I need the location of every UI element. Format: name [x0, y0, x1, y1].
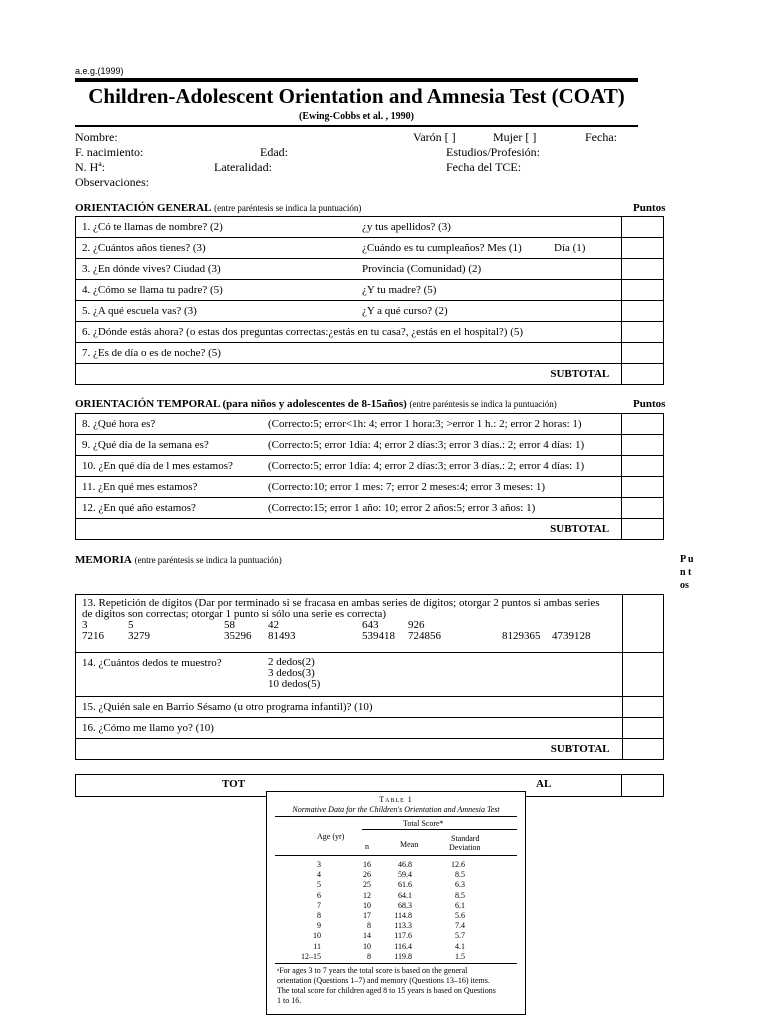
header-bottom-rule	[75, 125, 638, 127]
temporal-q12-score[interactable]	[622, 498, 664, 519]
q14-option-2: 2 dedos(2)	[268, 656, 315, 668]
norm-age-cell: 9	[317, 921, 321, 931]
q9-scoring: (Correcto:5; error 1día: 4; error 2 días:3; error 3 días.: 2; error 4 días: 1)	[268, 439, 585, 451]
norm-n-cell: 14	[363, 931, 371, 941]
q1b-text: ¿y tus apellidos? (3)	[362, 221, 451, 233]
digit-58: 58	[224, 619, 235, 631]
norm-n-cell: 25	[363, 880, 371, 890]
digit-643: 643	[362, 619, 379, 631]
general-q1-score[interactable]	[622, 217, 664, 238]
q11-scoring: (Correcto:10; error 1 mes: 7; error 2 meses:4; error 3 meses: 1)	[268, 481, 546, 493]
temporal-row-10	[76, 456, 664, 477]
temporal-q10	[76, 456, 622, 477]
q8-scoring: (Correcto:5; error<1h: 4; error 1 hora:3; >error 1 h.: 2; error 2 horas: 1)	[268, 418, 582, 430]
temporal-row-12	[76, 498, 664, 519]
general-puntos-header: Puntos	[633, 202, 666, 214]
norm-age-cell: 7	[317, 900, 321, 910]
norm-n-cell: 12	[363, 890, 371, 900]
norm-sd-cell: 8.5	[455, 890, 465, 900]
fecha-tce-label[interactable]: Fecha del TCE:	[446, 160, 522, 174]
memoria-q13-score[interactable]	[622, 595, 663, 653]
page-subtitle: (Ewing-Cobbs et al. , 1990)	[298, 111, 414, 122]
q14-option-3: 3 dedos(3)	[268, 667, 315, 679]
temporal-table	[75, 413, 664, 540]
digit-3279: 3279	[128, 630, 150, 642]
temporal-heading	[75, 398, 557, 410]
q2-text: 2. ¿Cuántos años tienes? (3)	[82, 242, 206, 254]
general-q4	[76, 280, 622, 301]
temporal-subtotal-score[interactable]	[622, 519, 664, 540]
nh-label[interactable]: N. Hª:	[75, 160, 105, 174]
digit-539418: 539418	[362, 630, 395, 642]
norm-mean-cell: 113.3	[394, 921, 412, 931]
temporal-q9-score[interactable]	[622, 435, 664, 456]
general-row-7	[76, 343, 664, 364]
norm-rule-sub	[362, 829, 517, 830]
memoria-heading-text: MEMORIA	[75, 554, 132, 566]
memoria-row-15	[76, 697, 664, 718]
norm-sd-cell: 1.5	[455, 951, 465, 961]
normative-data-table	[266, 791, 526, 1015]
norm-mean-cell: 114.8	[394, 911, 412, 920]
total-score[interactable]	[622, 775, 664, 797]
memoria-row-14	[76, 653, 664, 697]
norm-footnote-line2: orientation (Questions 1–7) and memory (Questions 13–16) items.	[277, 976, 490, 985]
norm-col-sd1: Standard	[451, 834, 480, 843]
general-q5	[76, 301, 622, 322]
general-table	[75, 216, 664, 385]
total-label-right: AL	[536, 778, 552, 790]
norm-footnote-line4: 1 to 16.	[277, 996, 302, 1005]
q2b-text: ¿Cuándo es tu cumpleaños? Mes (1)	[362, 242, 522, 254]
norm-sd-cell: 5.6	[455, 911, 465, 920]
digit-81493: 81493	[268, 630, 296, 642]
memoria-row-13	[76, 595, 664, 653]
norm-mean-cell: 46.8	[398, 860, 412, 869]
general-row-6	[76, 322, 664, 343]
norm-mean-cell: 117.6	[394, 931, 412, 941]
temporal-row-11	[76, 477, 664, 498]
norm-age-cell: 6	[317, 890, 321, 900]
memoria-subtotal-row	[76, 739, 664, 760]
q4b-text: ¿Y tu madre? (5)	[362, 284, 437, 296]
q13-line2: de dígitos son correctas; otorgar 1 punto si sólo una serie es correcta)	[82, 608, 387, 620]
varon-checkbox[interactable]: Varón [ ]	[413, 130, 456, 144]
q13-line1: 13. Repetición de dígitos (Dar por terminado si se fracasa en ambas series de dígitos; otorgar 2 puntos si ambas series	[82, 597, 600, 609]
general-row-5	[76, 301, 664, 322]
general-subtotal-score[interactable]	[622, 364, 664, 385]
norm-age-cell: 5	[317, 880, 321, 890]
q11-text: 11. ¿En qué mes estamos?	[82, 481, 198, 493]
norm-table-label: Table 1	[379, 795, 413, 804]
norm-n-cell: 10	[363, 900, 371, 910]
digit-7216: 7216	[82, 630, 104, 642]
q5b-text: ¿Y a qué curso? (2)	[362, 305, 448, 317]
norm-sd-cell: 12.6	[451, 860, 465, 869]
total-label-left: TOT	[222, 778, 246, 790]
temporal-q8	[76, 414, 622, 435]
memoria-q16-score[interactable]	[622, 718, 663, 739]
q4-text: 4. ¿Cómo se llama tu padre? (5)	[82, 284, 223, 296]
puntos-line-1: P u	[680, 554, 694, 565]
temporal-row-8	[76, 414, 664, 435]
puntos-line-3: os	[680, 580, 689, 591]
general-q5-score[interactable]	[622, 301, 664, 322]
digits-row-2	[82, 631, 616, 642]
digit-4739128: 4739128	[552, 630, 591, 642]
norm-mean-cell: 68.3	[398, 900, 412, 910]
norm-age-cell: 11	[313, 941, 321, 951]
q12-text: 12. ¿En qué año estamos?	[82, 502, 196, 514]
norm-rule-header	[275, 855, 517, 856]
q12-scoring: (Correcto:15; error 1 año: 10; error 2 años:5; error 3 años: 1)	[268, 502, 536, 514]
general-q6: 6. ¿Dónde estás ahora? (o estas dos preguntas correctas:¿estás en tu casa?, ¿estás en el hospital?) (5)	[76, 322, 622, 343]
q14-options	[268, 657, 320, 690]
q1-text: 1. ¿Có te llamas de nombre? (2)	[82, 221, 223, 233]
general-note: (entre paréntesis se indica la puntuación)	[214, 203, 362, 213]
memoria-q14	[76, 653, 623, 697]
norm-age-cell: 3	[317, 860, 321, 869]
memoria-subtotal-score[interactable]	[622, 739, 663, 760]
temporal-q11	[76, 477, 622, 498]
temporal-q9	[76, 435, 622, 456]
general-row-2	[76, 238, 664, 259]
memoria-puntos-header	[680, 553, 694, 592]
memoria-q16: 16. ¿Cómo me llamo yo? (10)	[76, 718, 623, 739]
norm-age-cell: 4	[317, 870, 321, 880]
q2c-text: Día (1)	[554, 242, 586, 254]
general-q4-score[interactable]	[622, 280, 664, 301]
general-heading	[75, 202, 361, 214]
norm-mean-cell: 119.8	[394, 951, 412, 961]
norm-col-total: Total Score*	[403, 819, 444, 828]
general-q6-score[interactable]	[622, 322, 664, 343]
top-rule	[75, 78, 638, 82]
document-code: a.e.g.(1999)	[75, 66, 124, 76]
norm-mean-cell: 64.1	[398, 890, 412, 900]
q14-text: 14. ¿Cuántos dedos te muestro?	[82, 657, 222, 669]
norm-col-age: Age (yr)	[317, 832, 345, 841]
norm-table-caption: Normative Data for the Children's Orientation and Amnesia Test	[292, 805, 500, 814]
digit-5: 5	[128, 619, 134, 631]
norm-n-cell: 8	[367, 921, 371, 931]
memoria-q13	[76, 595, 623, 653]
norm-rule-bottom	[275, 963, 517, 964]
edad-label[interactable]: Edad:	[260, 145, 288, 159]
norm-mean-cell: 61.6	[398, 880, 412, 890]
observaciones-label[interactable]: Observaciones:	[75, 175, 149, 189]
norm-mean-cell: 116.4	[394, 941, 412, 951]
norm-age-cell: 8	[317, 911, 321, 920]
memoria-q15-score[interactable]	[622, 697, 663, 718]
temporal-heading-text: ORIENTACIÓN TEMPORAL (para niños y adolescentes de 8-15años)	[75, 398, 407, 410]
temporal-row-9	[76, 435, 664, 456]
norm-col-n: n	[365, 842, 369, 851]
general-row-4	[76, 280, 664, 301]
norm-col-mean: Mean	[400, 840, 419, 849]
memoria-table	[75, 594, 664, 760]
q3b-text: Provincia (Comunidad) (2)	[362, 263, 482, 275]
mujer-checkbox[interactable]: Mujer [ ]	[493, 130, 537, 144]
q10-scoring: (Correcto:5; error 1día: 4; error 2 días:3; error 3 días.: 2; error 4 días: 1)	[268, 460, 585, 472]
norm-rule-top	[275, 816, 517, 817]
norm-sd-cell: 6.1	[455, 900, 465, 910]
norm-age-cell: 10	[313, 931, 321, 941]
temporal-q10-score[interactable]	[622, 456, 664, 477]
general-q7-score[interactable]	[622, 343, 664, 364]
digit-724856: 724856	[408, 630, 441, 642]
norm-footnote-line1: ᵃFor ages 3 to 7 years the total score is based on the general	[277, 966, 468, 975]
temporal-q8-score[interactable]	[622, 414, 664, 435]
norm-mean-cell: 59.4	[398, 870, 412, 880]
norm-n-cell: 8	[367, 951, 371, 961]
norm-footnote-line3: The total score for children aged 8 to 15 years is based on Questions	[277, 986, 496, 995]
q8-text: 8. ¿Qué hora es?	[82, 418, 156, 430]
digit-35296: 35296	[224, 630, 252, 642]
norm-age-cell: 12–15	[301, 951, 321, 961]
estudios-label[interactable]: Estudios/Profesión:	[446, 145, 541, 159]
norm-n-cell: 17	[363, 911, 371, 920]
puntos-line-2: n t	[680, 567, 692, 578]
q10-text: 10. ¿En qué día de l mes estamos?	[82, 460, 233, 472]
digit-8129365: 8129365	[502, 630, 541, 642]
general-row-1	[76, 217, 664, 238]
q5-text: 5. ¿A qué escuela vas? (3)	[82, 305, 197, 317]
temporal-subtotal-label: SUBTOTAL	[76, 519, 622, 540]
page-title: Children-Adolescent Orientation and Amnesia Test (COAT)	[88, 84, 625, 108]
general-q7: 7. ¿Es de día o es de noche? (5)	[76, 343, 622, 364]
general-row-3	[76, 259, 664, 280]
norm-col-sd2: Deviation	[449, 843, 481, 852]
norm-footnote	[277, 966, 496, 1006]
general-q3-score[interactable]	[622, 259, 664, 280]
temporal-q12	[76, 498, 622, 519]
memoria-subtotal-label: SUBTOTAL	[76, 739, 623, 760]
nombre-label[interactable]: Nombre:	[75, 130, 118, 144]
norm-n-cell: 26	[363, 870, 371, 880]
memoria-row-16	[76, 718, 664, 739]
temporal-puntos-header: Puntos	[633, 398, 666, 410]
lateralidad-label[interactable]: Lateralidad:	[214, 160, 272, 174]
digit-926: 926	[408, 619, 425, 631]
norm-sd-cell: 4.1	[455, 941, 465, 951]
general-subtotal-row	[76, 364, 664, 385]
general-q1	[76, 217, 622, 238]
temporal-subtotal-row	[76, 519, 664, 540]
norm-sd-cell: 5.7	[455, 931, 465, 941]
general-q2-score[interactable]	[622, 238, 664, 259]
nacimiento-label[interactable]: F. nacimiento:	[75, 145, 144, 159]
q9-text: 9. ¿Qué día de la semana es?	[82, 439, 209, 451]
norm-sd-cell: 7.4	[455, 921, 465, 931]
general-subtotal-label: SUBTOTAL	[76, 364, 622, 385]
q14-option-10: 10 dedos(5)	[268, 678, 321, 690]
general-q3	[76, 259, 622, 280]
general-q2	[76, 238, 622, 259]
norm-n-cell: 10	[363, 941, 371, 951]
q3-text: 3. ¿En dónde vives? Ciudad (3)	[82, 263, 221, 275]
temporal-q11-score[interactable]	[622, 477, 664, 498]
norm-sd-cell: 8.5	[455, 870, 465, 880]
memoria-q15: 15. ¿Quién sale en Barrio Sésamo (u otro programa infantil)? (10)	[76, 697, 623, 718]
norm-sd-cell: 6.3	[455, 880, 465, 890]
norm-n-cell: 16	[363, 860, 371, 869]
general-heading-text: ORIENTACIÓN GENERAL	[75, 202, 212, 214]
memoria-heading	[75, 554, 282, 566]
memoria-q14-score[interactable]	[622, 653, 663, 697]
fecha-label[interactable]: Fecha:	[585, 130, 617, 144]
temporal-note: (entre paréntesis se indica la puntuación)	[409, 399, 557, 409]
digit-3: 3	[82, 619, 88, 631]
digit-42: 42	[268, 619, 279, 631]
memoria-note: (entre paréntesis se indica la puntuación)	[134, 555, 282, 565]
